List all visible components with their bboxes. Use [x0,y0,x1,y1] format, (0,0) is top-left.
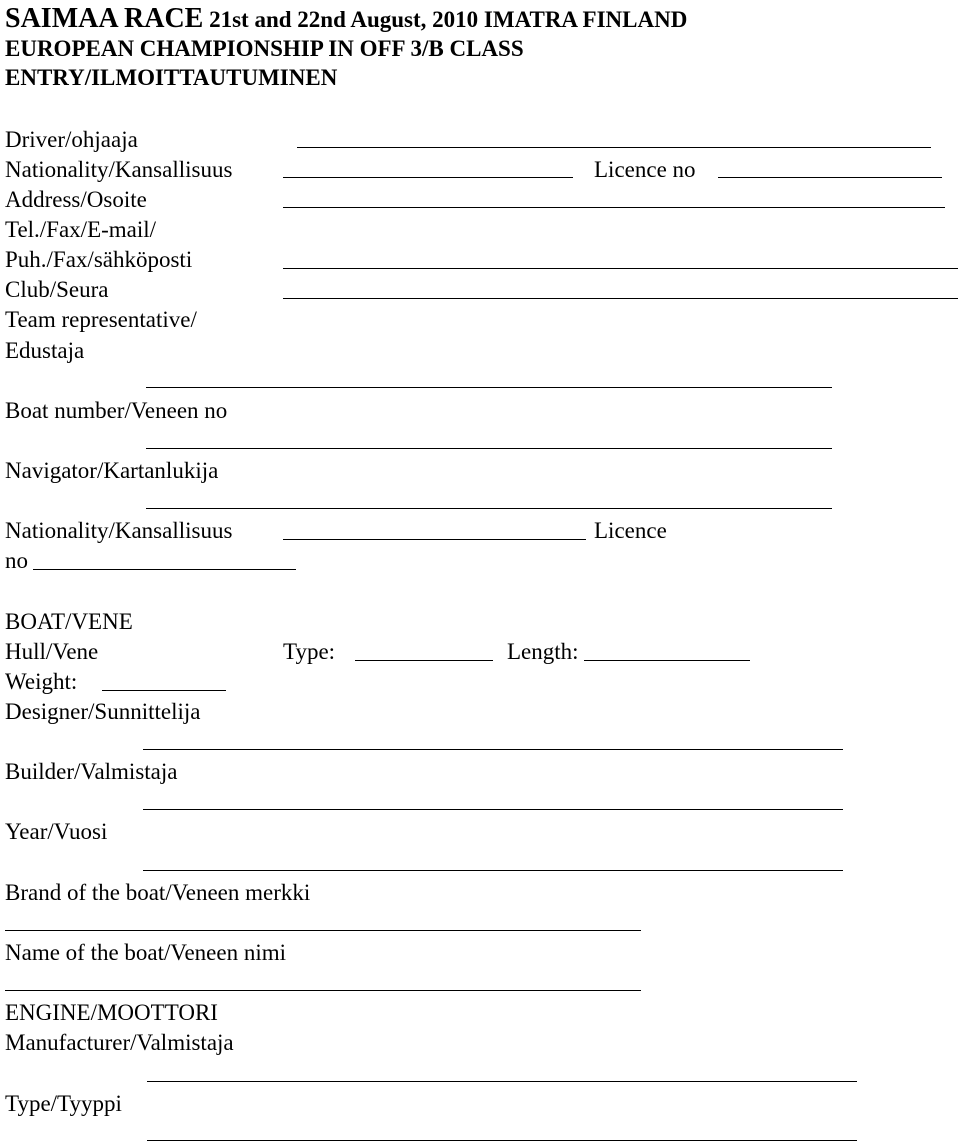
contact-field[interactable] [283,268,958,269]
navigator-field[interactable] [146,508,832,509]
designer-field[interactable] [143,749,843,750]
race-name: SAIMAA RACE [5,3,204,34]
brand-label: Brand of the boat/Veneen merkki [5,880,311,905]
edustaja-label: Edustaja [5,338,85,363]
navigator-licence-field[interactable] [33,569,296,570]
boat-number-label: Boat number/Veneen no [5,398,228,423]
tel-label: Tel./Fax/E-mail/ [5,217,157,242]
navigator-nationality-label: Nationality/Kansallisuus [5,518,233,543]
navigator-nationality-field[interactable] [283,539,586,540]
entry-heading: ENTRY/ILMOITTAUTUMINEN [5,65,338,90]
length-field[interactable] [584,660,750,661]
boat-heading: BOAT/VENE [5,609,133,634]
weight-field[interactable] [102,690,226,691]
weight-label: Weight: [5,669,78,694]
driver-label: Driver/ohjaaja [5,127,138,152]
nationality-label: Nationality/Kansallisuus [5,157,233,182]
boat-name-field[interactable] [5,990,641,991]
manufacturer-field[interactable] [147,1081,857,1082]
hull-type-field[interactable] [355,660,493,661]
team-representative-label: Team representative/ [5,307,197,332]
length-label: Length: [507,639,579,664]
navigator-licence-no-label: no [5,548,28,573]
team-representative-field[interactable] [146,387,832,388]
address-field[interactable] [283,207,945,208]
championship-heading: EUROPEAN CHAMPIONSHIP IN OFF 3/B CLASS [5,36,524,61]
nationality-field[interactable] [283,177,573,178]
licence-no-label: Licence no [594,157,696,182]
builder-label: Builder/Valmistaja [5,759,178,784]
form-title [5,5,687,33]
manufacturer-label: Manufacturer/Valmistaja [5,1030,234,1055]
navigator-label: Navigator/Kartanlukija [5,458,219,483]
engine-type-field[interactable] [147,1140,857,1141]
engine-type-label: Type/Tyyppi [5,1091,122,1116]
boat-name-label: Name of the boat/Veneen nimi [5,940,287,965]
year-field[interactable] [143,870,843,871]
year-label: Year/Vuosi [5,819,108,844]
club-field[interactable] [283,298,958,299]
address-label: Address/Osoite [5,187,147,212]
brand-field[interactable] [5,930,641,931]
licence-no-field[interactable] [718,177,942,178]
type-label: Type: [283,639,336,664]
race-date-location: 21st and 22nd August, 2010 IMATRA FINLAND [203,7,688,32]
builder-field[interactable] [143,809,843,810]
engine-heading: ENGINE/MOOTTORI [5,1000,218,1025]
driver-field[interactable] [297,147,931,148]
puh-label: Puh./Fax/sähköposti [5,247,193,272]
navigator-licence-label: Licence [594,518,667,543]
club-label: Club/Seura [5,277,109,302]
designer-label: Designer/Sunnittelija [5,699,201,724]
hull-label: Hull/Vene [5,639,99,664]
boat-number-field[interactable] [146,448,832,449]
